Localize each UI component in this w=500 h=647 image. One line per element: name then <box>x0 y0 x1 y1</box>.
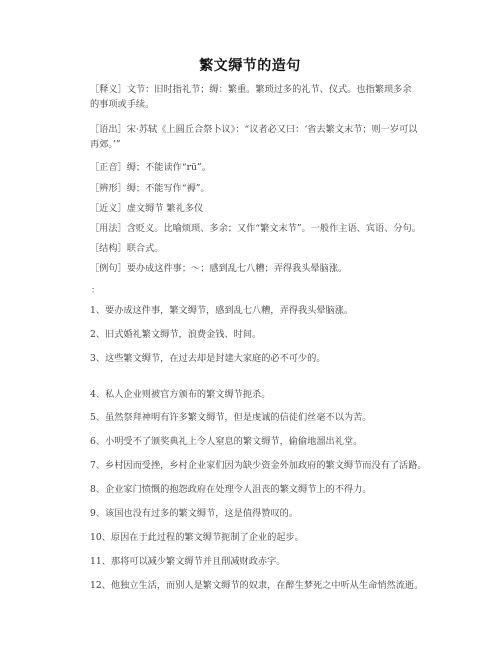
sentence-1: 1、要办成这件事，繁文缛节，感到乱七八糟，弄得我头晕脑涨。 <box>90 305 354 316</box>
sentence-10: 10、原因在于此过程的繁文缛节扼制了企业的起步。 <box>90 532 304 543</box>
sentence-4: 4、私人企业则被官方颁布的繁文缛节扼杀。 <box>90 389 271 400</box>
entry-yuchu: ［语出］宋·苏轼《上圆丘合祭卜议》：“议者必又曰：‘省去繁文末节；则一岁可以再郊。’” <box>90 124 418 150</box>
sentence-2: 2、旧式婚礼繁文缛节，浪费金钱、时间。 <box>90 329 262 340</box>
sentence-11: 11、那将可以减少繁文缛节并且削减财政赤字。 <box>90 556 286 567</box>
sentence-8: 8、企业家门愤慨的抱怨政府在处理令人沮丧的繁文缛节上的不得力。 <box>90 484 372 495</box>
entry-zhengyin: ［正音］缛；不能读作“rū”。 <box>90 162 211 173</box>
sentence-6: 6、小明受不了颁奖典礼上令人窒息的繁文缛节，偷偷地溜出礼堂。 <box>90 436 363 447</box>
entry-yongfa: ［用法］含贬义。比喻烦琐、多余；又作“繁文末节”。一般作主语、宾语、分句。 <box>90 223 421 234</box>
sentence-7: 7、乡村因而受挫，乡村企业家们因为缺少资金外加政府的繁文缛节而没有了活路。 <box>90 460 427 471</box>
entry-bianxing: ［辨形］缛；不能写作“褥”。 <box>90 183 210 194</box>
sentence-5: 5、虽然祭拜神明有许多繁文缛节，但是虔诚的信徒们丝毫不以为苦。 <box>90 412 372 423</box>
page-title: 繁文缛节的造句 <box>199 58 301 74</box>
entry-jinyi: ［近义］虚文缛节 繁礼多仪 <box>90 203 204 214</box>
entry-liju: ［例句］要办成这件事；～；感到乱七八糟；弄得我头晕脑涨。 <box>90 263 348 274</box>
sentence-12: 12、他独立生活，而别人是繁文缛节的奴隶，在醉生梦死之中听从生命悄然流逝。 <box>90 580 424 591</box>
sentence-9: 9、该国也没有过多的繁文缛节，这是值得赞叹的。 <box>90 508 298 519</box>
entry-jiegou: ［结构］联合式。 <box>90 243 164 254</box>
entry-shiyi: ［释义］文节：旧时指礼节；缛：繁重。繁琐过多的礼节、仪式。也指繁琐多余的事项或手续。 <box>90 84 412 110</box>
separator-colon: ： <box>91 286 101 296</box>
sentence-3: 3、这些繁文缛节，在过去却是封建大家庭的必不可少的。 <box>90 353 326 364</box>
